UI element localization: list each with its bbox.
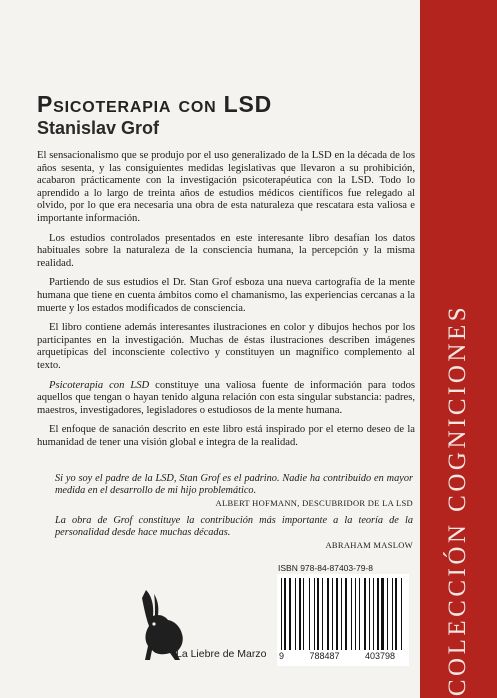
description-paragraph-2: Los estudios controlados presentados en este interesante libro desafían los datos habituales sobre la naturaleza de la consciencia humana, la percepción y la misma realidad.	[37, 232, 415, 269]
barcode-stripe	[299, 578, 301, 650]
publisher-name: La Liebre de Marzo	[176, 648, 267, 660]
barcode-stripe	[348, 578, 349, 650]
barcode-stripe	[289, 578, 292, 650]
description-paragraph-3: Partiendo de sus estudios el Dr. Stan Grof esboza una nueva cartografía de la mente humana que tiene en cuenta ámbitos como el chamanismo, las experiencias cercanas a la muerte y los estados modificados de consciencia.	[37, 277, 415, 314]
barcode-digits-right: 403798	[364, 651, 395, 661]
barcode-stripe	[352, 578, 354, 650]
barcode-stripe	[369, 578, 370, 650]
barcode-stripe	[292, 578, 293, 650]
barcode-stripe	[334, 578, 335, 650]
book-author: Stanislav Grof	[37, 118, 160, 138]
barcode-stripe	[381, 578, 384, 650]
description-paragraph-5	[37, 380, 415, 418]
endorsements	[55, 473, 413, 557]
barcode-stripe	[387, 578, 388, 650]
collection-label: COLECCIÓN COGNICIONES	[444, 303, 471, 697]
barcode-stripe	[305, 578, 308, 650]
description-paragraph-5-title: Psicoterapia con LSD	[49, 379, 150, 391]
endorsement-1-text: Si yo soy el padre de la LSD, Stan Grof es el padrino. Nadie ha contribuido en mayor medida en el desarrollo de mi hijo problemático.	[55, 473, 413, 496]
barcode-stripe	[375, 578, 376, 650]
barcode-stripe	[373, 578, 374, 650]
endorsement-1	[55, 473, 413, 509]
endorsement-2-author: ABRAHAM MASLOW	[325, 540, 413, 550]
endorsement-2-text: La obra de Grof constituye la contribución más importante a la teoría de la personalidad desde hace muchas décadas.	[55, 515, 413, 538]
endorsement-2	[55, 515, 413, 551]
barcode-stripe	[359, 578, 360, 650]
barcode-stripe	[341, 578, 342, 650]
barcode-stripe	[314, 578, 315, 650]
description-paragraph-4: El libro contiene además interesantes ilustraciones en color y dibujos hechos por los participantes en la investigación. Muchas de éstas ilustraciones describen imágenes arquetípicas del inconsciente colectivo y constituyen un magnífico complemento al texto.	[37, 322, 415, 371]
barcode-digits-left: 788487	[309, 651, 340, 661]
barcode-stripe	[367, 578, 368, 650]
barcode-stripe	[311, 578, 313, 650]
barcode-stripe	[324, 578, 327, 650]
description-paragraph-6: El enfoque de sanación descrito en este libro está inspirado por el eterno deseo de la humanidad de tener una visión global e integra de la realidad.	[37, 424, 415, 448]
barcode-stripe	[282, 578, 283, 650]
barcode-stripe	[360, 578, 362, 650]
barcode-stripe	[338, 578, 340, 650]
barcode-stripe	[380, 578, 381, 650]
barcode-digits	[277, 651, 409, 661]
description-paragraph-5-rest: constituye una valiosa fuente de información para todos aquellos que tengan o hayan tenido alguna relación con esta singular substancia: padres, maestros, investigadores, legisladores o estudiosos de la mente humana.	[37, 379, 415, 416]
barcode-stripe	[355, 578, 356, 650]
barcode-stripe	[403, 578, 404, 650]
barcode	[277, 574, 409, 666]
description	[37, 150, 415, 456]
barcode-stripe	[393, 578, 394, 650]
barcode-stripe	[395, 578, 397, 650]
barcode-stripe	[401, 578, 402, 650]
barcode-digit-lead: 9	[279, 651, 285, 661]
barcode-bars	[281, 578, 405, 650]
barcode-stripe	[345, 578, 348, 650]
book-title-text: Psicoterapia con LSD	[37, 91, 273, 117]
barcode-stripe	[389, 578, 391, 650]
endorsement-1-author: ALBERT HOFMANN, DESCUBRIDOR DE LA LSD	[215, 498, 413, 508]
isbn-label: ISBN 978-84-87403-79-8	[278, 563, 373, 573]
barcode-stripe	[320, 578, 321, 650]
barcode-stripe	[296, 578, 298, 650]
barcode-stripe	[332, 578, 333, 650]
barcode-stripe	[303, 578, 304, 650]
book-title	[37, 91, 272, 118]
barcode-stripe	[284, 578, 286, 650]
barcode-stripe	[317, 578, 319, 650]
description-paragraph-1: El sensacionalismo que se produjo por el uso generalizado de la LSD en la década de los años sesenta, y las consiguientes medidas legislativas que llevaron a su prohibición, acabaron prácticamente con la investigación psicoterapéutica con la LSD. Todo lo aprendido a lo largo de treinta años de estudios médicos científicos fue relegado al olvido, por lo que era necesaria una obra de esta naturaleza que rescatara esta valiosa e importante información.	[37, 150, 415, 224]
barcode-stripe	[327, 578, 329, 650]
